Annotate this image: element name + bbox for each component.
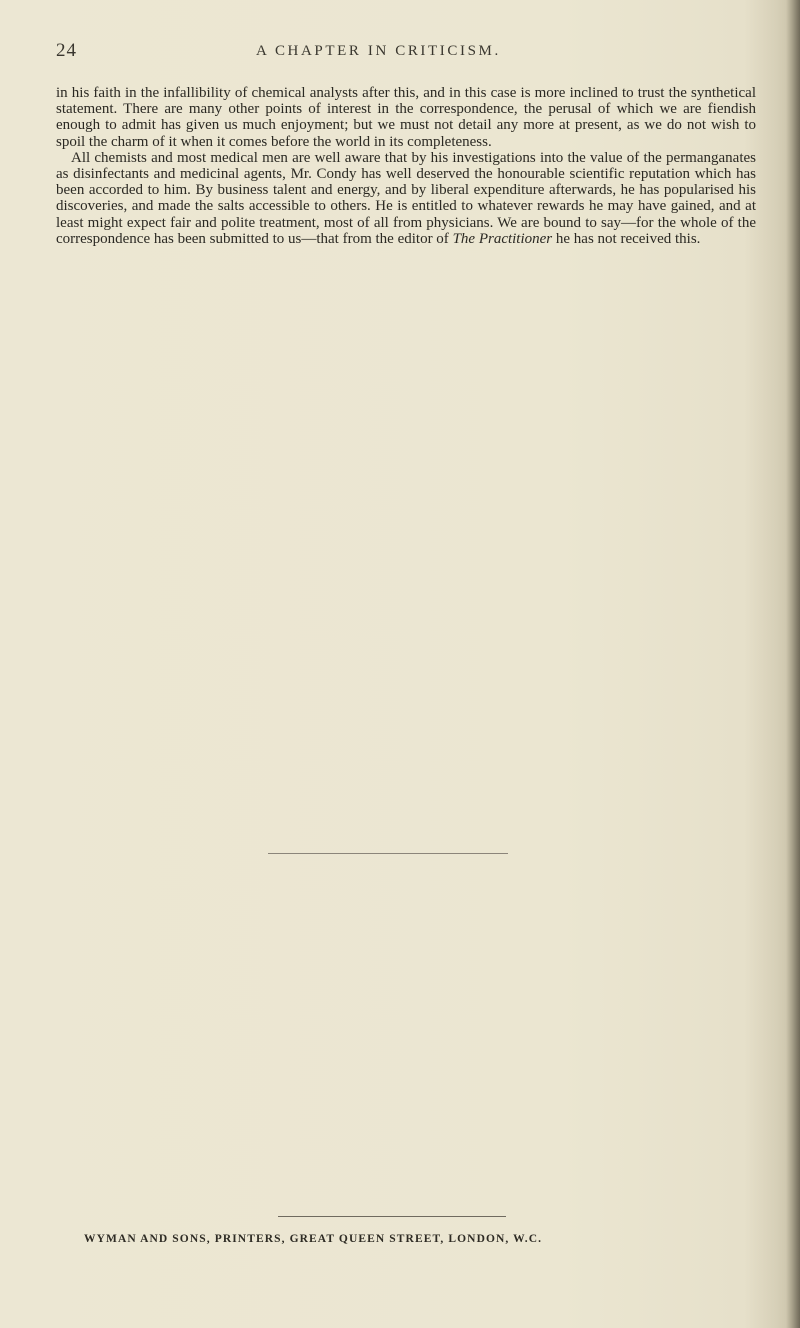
running-title: A CHAPTER IN CRITICISM.: [256, 43, 501, 59]
page-number: 24: [56, 40, 77, 61]
paragraph-1: in his faith in the infallibility of chemical analysts after this, and in this case is more inclined to trust the synthetical statement. There are many other points of interest in the correspondence, the perusal of which we are fiendish enough to admit has given us much enjoyment; but we must not detail any more at present, as we do not wish to spoil the charm of it when it comes before the world in its completeness.: [56, 85, 756, 150]
paragraph-2-start: All chemists and most medical men are well aware that by his investigations into the value of the permanganates as disinfectants and medicinal agents, Mr. Condy has well deserved the honourable scientific reputation which has been accorded to him. By business talent and energy, and by liberal expenditure afterwards, he has popularised his discoveries, and made the salts accessible to others. He is entitled to whatever rewards he may have gained, and at least might expect fair and polite treatment, most of all from physicians. We are bound to say—for the whole of the correspondence has been submitted to us—that from the editor of: [56, 149, 756, 247]
page-edge-shadow: [786, 0, 800, 1328]
body-text: [56, 85, 756, 247]
divider-rule: [268, 853, 508, 854]
footer-rule: [278, 1216, 506, 1217]
paragraph-2-end: he has not received this.: [552, 230, 701, 247]
running-head: [56, 40, 756, 66]
journal-title: The Practitioner: [452, 230, 553, 247]
printer-imprint: WYMAN AND SONS, PRINTERS, GREAT QUEEN STREET, LONDON, W.C.: [84, 1233, 543, 1245]
paragraph-2: [56, 150, 756, 247]
